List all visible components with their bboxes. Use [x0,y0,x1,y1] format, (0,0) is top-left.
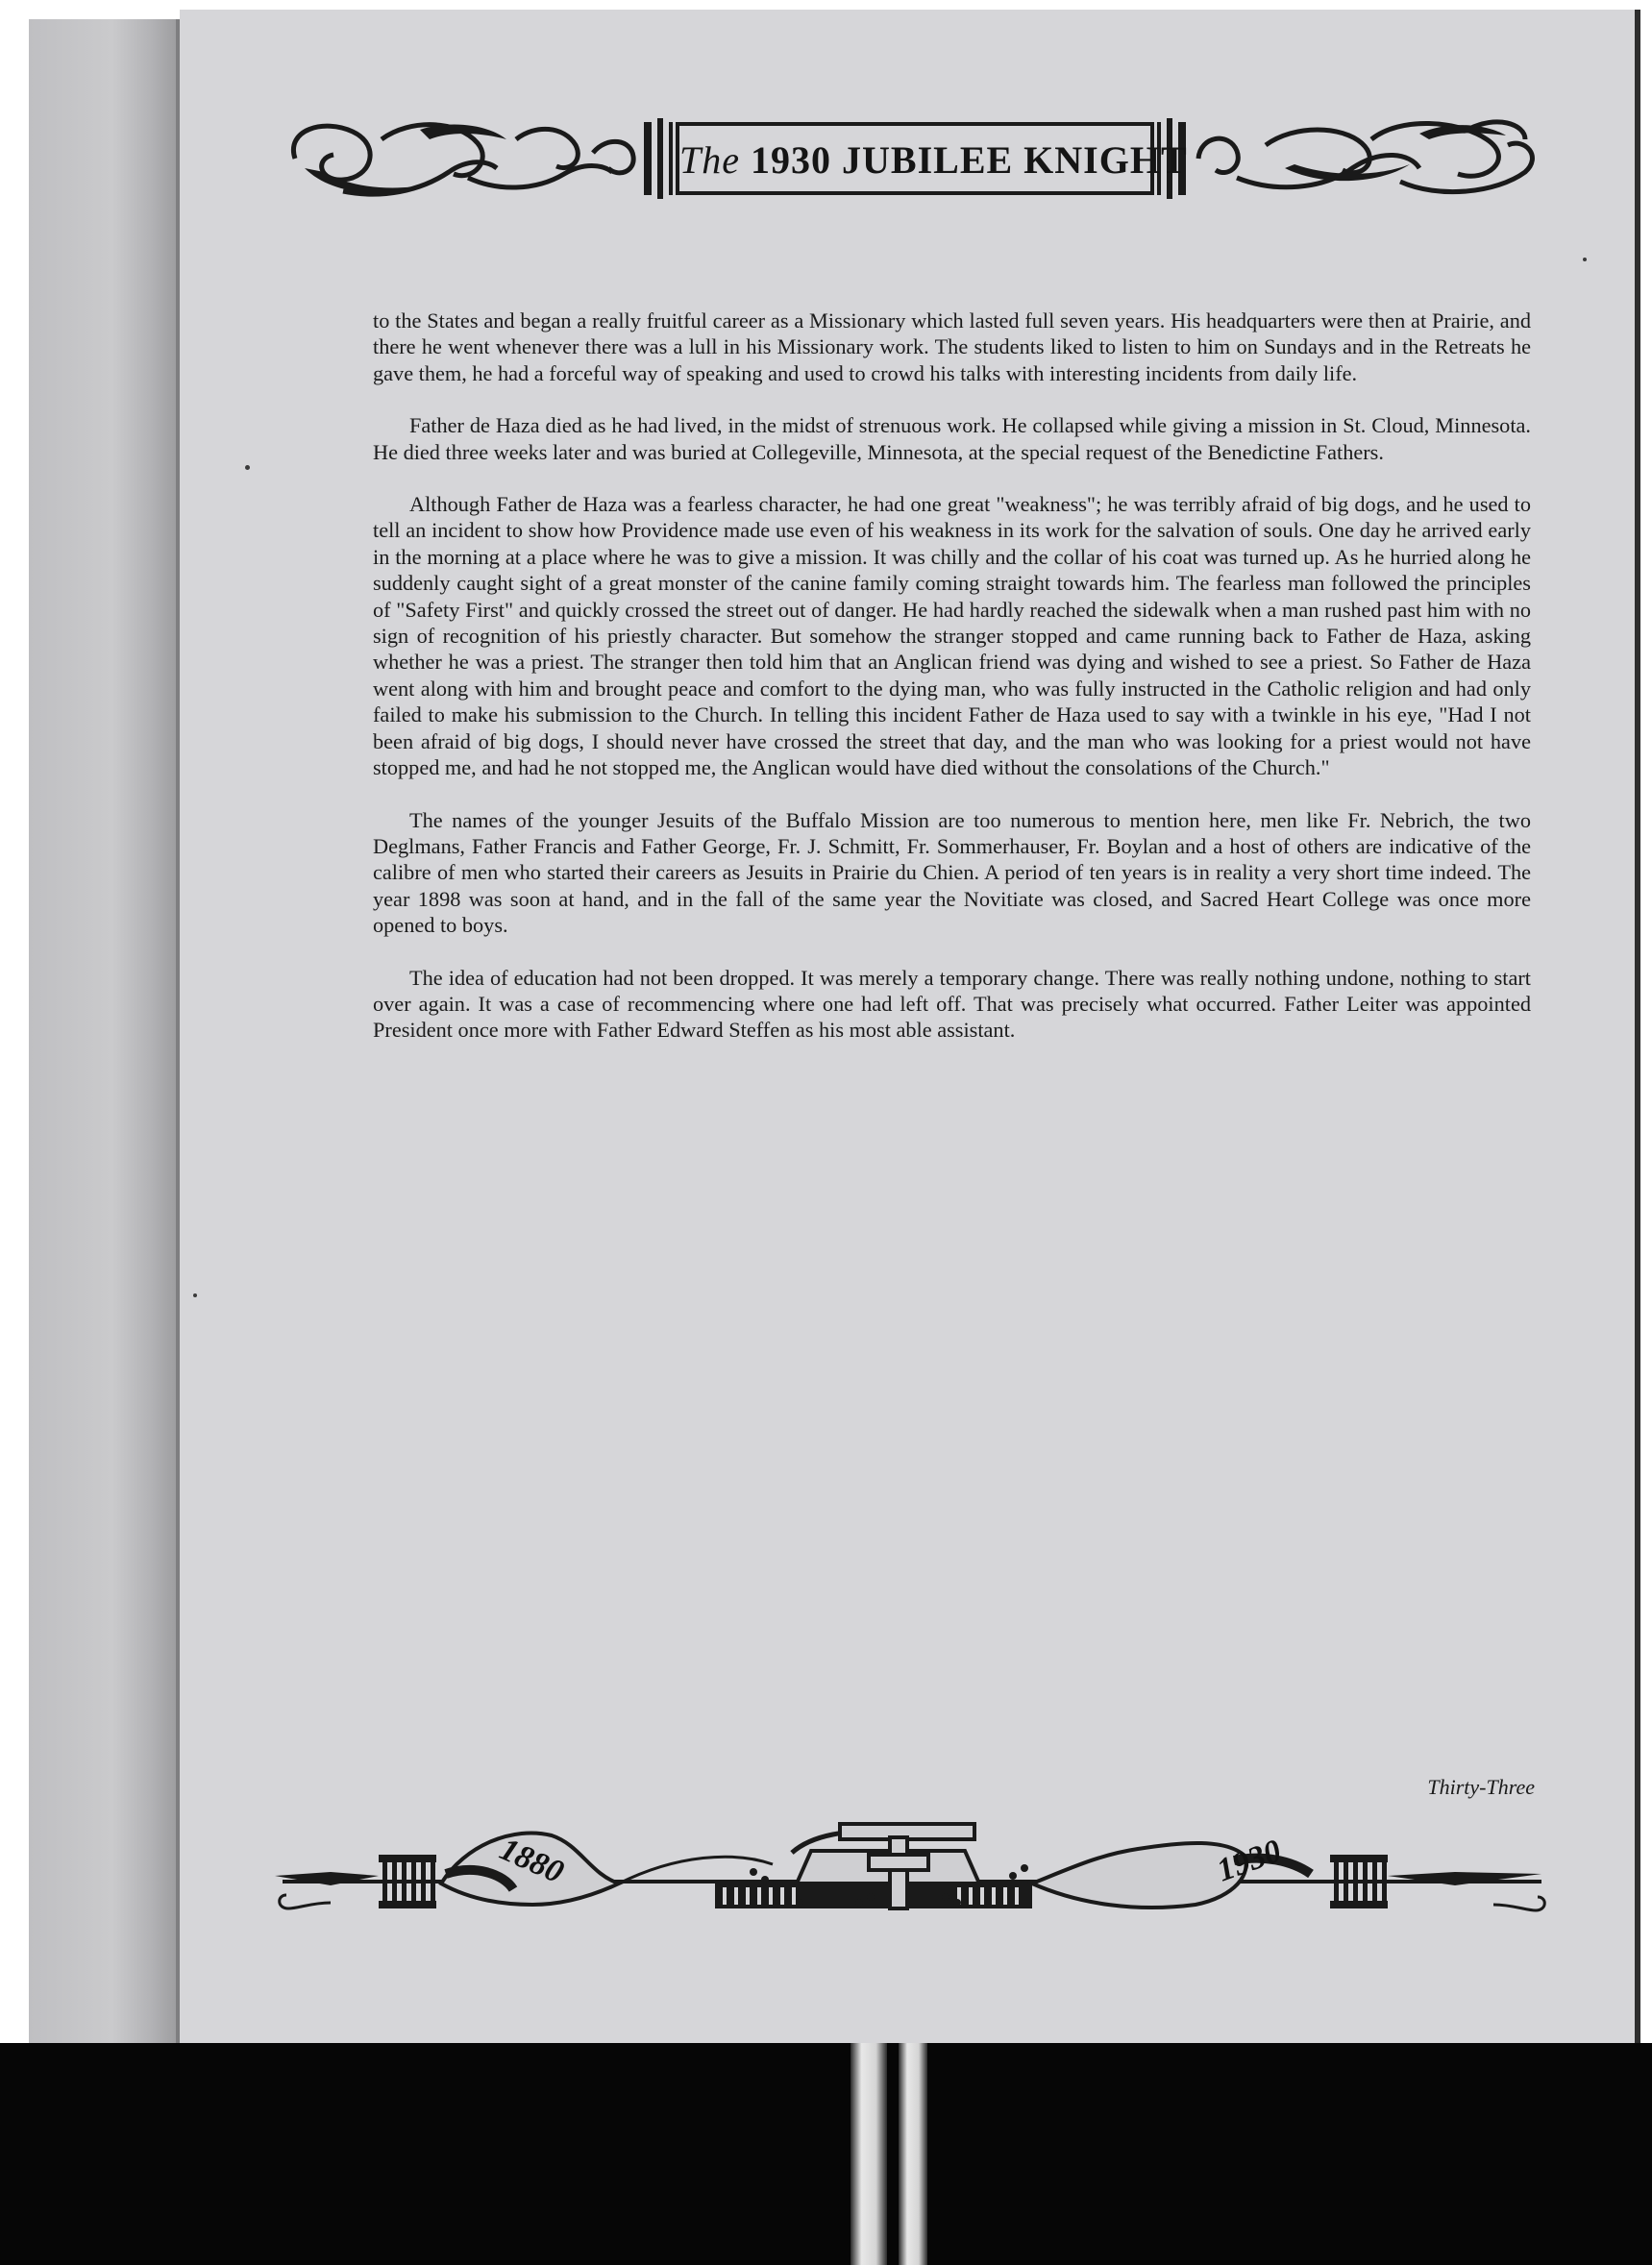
scan-light-strip [851,2043,887,2265]
paragraph-1: to the States and began a really fruitful career as a Missionary which lasted full seven years. His headquarters were then at Prairie, and there he went whenever there was a lull in his Missionary work. The students liked to listen to him on Sundays and in the Retreats he gave them, he had a forceful way of speaking and used to crowd his talks with interesting incidents from daily life. [373,308,1531,385]
header-title-prefix: The [679,138,740,182]
book-page [180,10,1640,2043]
year-end-label: 1930 [1212,1833,1287,1889]
scan-speck [193,1293,197,1297]
header-banner [276,111,1544,207]
header-title [679,134,1188,187]
year-start-label: 1880 [494,1831,569,1891]
scan-speck [1583,258,1587,261]
article-text [373,308,1531,1070]
footer-ornament [273,1816,1551,1922]
scan-speck [245,465,250,470]
paragraph-2: Father de Haza died as he had lived, in the midst of strenuous work. He collapsed while giving a mission in St. Cloud, Minnesota. He died three weeks later and was buried at Collegeville, Minnesota, at the special request of the Benedictine Fathers. [373,413,1531,464]
paragraph-3: Although Father de Haza was a fearless character, he had one great "weakness"; he was terribly afraid of big dogs, and he used to tell an incident to show how Providence made use even of his weakness in its work for the salvation of souls. One day he arrived early in the morning at a place where he was to give a mission. It was chilly and the collar of his coat was turned up. As he hurried along he suddenly caught sight of a great monster of the canine family coming straight towards him. The fearless man followed the principles of "Safety First" and quickly crossed the street out of danger. He had hardly reached the sidewalk when a man rushed past him with no sign of recognition of his priestly character. But somehow the stranger stopped and came running back to Father de Haza, asking whether he was a priest. The stranger then told him that an Anglican friend was dying and wished to see a priest. So Father de Haza went along with him and brought peace and comfort to the dying man, who was fully instructed in the Catholic religion and had only failed to make his submission to the Church. In telling this incident Father de Haza used to say with a twinkle in his eye, "Had I not been afraid of big dogs, I should never have crossed the street that day, and the man who was looking for a priest would not have stopped me, and had he not stopped me, the Anglican would have died without the consolations of the Church." [373,492,1531,780]
footer-emblem [273,1816,1551,1922]
page-number: Thirty-Three [1427,1775,1535,1799]
header-title-main: 1930 JUBILEE KNIGHT [751,138,1188,182]
paragraph-5: The idea of education had not been dropped. It was merely a temporary change. There was really nothing undone, nothing to start over again. It was a case of recommencing where one had left off. That was precisely what occurred. Father Leiter was appointed President once more with Father Edward Steffen as his most able assistant. [373,965,1531,1043]
scan-bottom-border [0,2043,1652,2265]
left-page-binding [29,19,181,2043]
paragraph-4: The names of the younger Jesuits of the Buffalo Mission are too numerous to mention here, men like Fr. Nebrich, the two Deglmans, Father Francis and Father George, Fr. J. Schmitt, Fr. Sommerhauser, Fr. Boylan and a host of others are indicative of the calibre of men who started their careers as Jesuits in Prairie du Chien. A period of ten years is in reality a very short time indeed. The year 1898 was soon at hand, and in the fall of the same year the Novitiate was closed, and Sacred Heart College was once more opened to boys. [373,807,1531,938]
scan-light-strip [899,2043,927,2265]
